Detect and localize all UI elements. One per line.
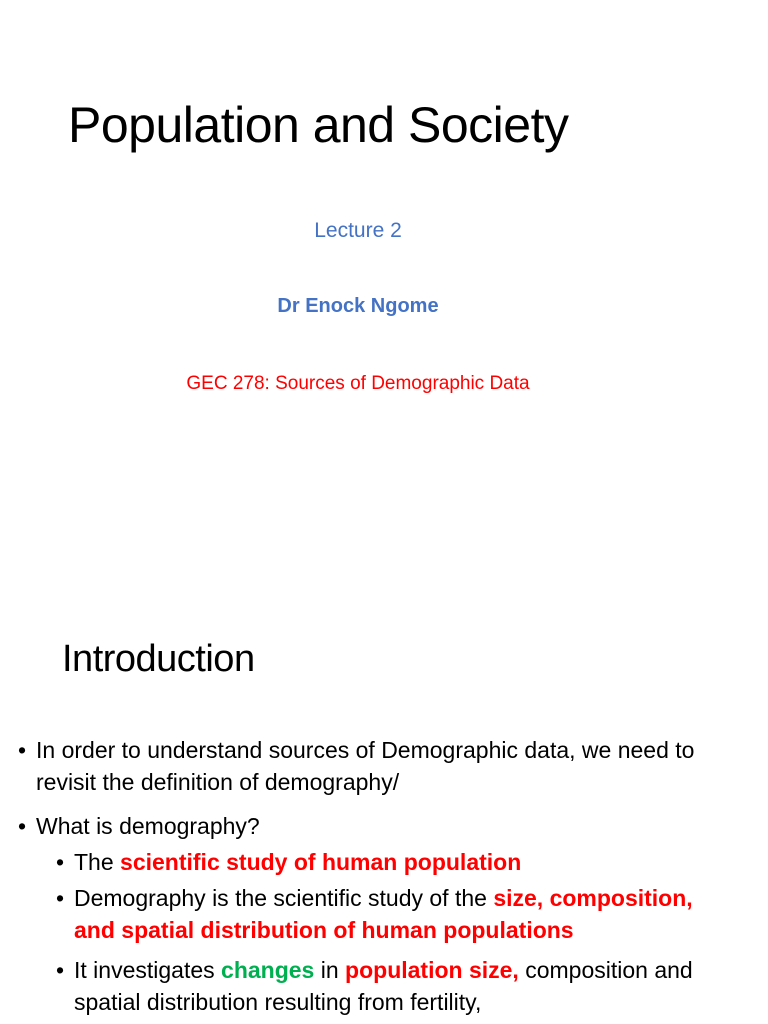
bullet-point-icon: • bbox=[18, 813, 27, 839]
bullet-text: What is demography? bbox=[36, 813, 260, 839]
highlight-text: size, composition, and spatial distribution of human populations bbox=[74, 885, 693, 943]
sub-bullet-item bbox=[0, 954, 768, 1018]
bullet-text: The bbox=[74, 849, 121, 875]
bullet-text: It investigates bbox=[74, 957, 222, 983]
bullet-item bbox=[0, 810, 768, 842]
bullet-point-icon: • bbox=[18, 737, 27, 763]
sub-bullet-item bbox=[0, 882, 768, 946]
bullet-item bbox=[0, 734, 768, 798]
course-title: GEC 278: Sources of Demographic Data bbox=[186, 373, 530, 394]
author-name: Dr Enock Ngome bbox=[277, 295, 439, 317]
bullet-list bbox=[0, 734, 768, 1022]
bullet-point-icon: • bbox=[56, 885, 65, 911]
bullet-point-icon: • bbox=[56, 957, 65, 983]
highlight-text: population size, bbox=[345, 957, 519, 983]
slide-title: Population and Society bbox=[68, 97, 569, 153]
bullet-text: In order to understand sources of Demographic data, we need to revisit the definition of demography/ bbox=[36, 737, 695, 795]
bullet-text: Demography is the scientific study of the bbox=[74, 885, 494, 911]
section-title: Introduction bbox=[62, 638, 255, 680]
bullet-text: in bbox=[314, 957, 346, 983]
bullet-point-icon: • bbox=[56, 849, 65, 875]
lecture-number: Lecture 2 bbox=[314, 219, 402, 242]
highlight-text: scientific study of human population bbox=[120, 849, 522, 875]
sub-bullet-item bbox=[0, 846, 768, 878]
bullet-text: composition and spatial distribution resulting from fertility, bbox=[74, 957, 693, 1015]
highlight-text: changes bbox=[221, 957, 315, 983]
